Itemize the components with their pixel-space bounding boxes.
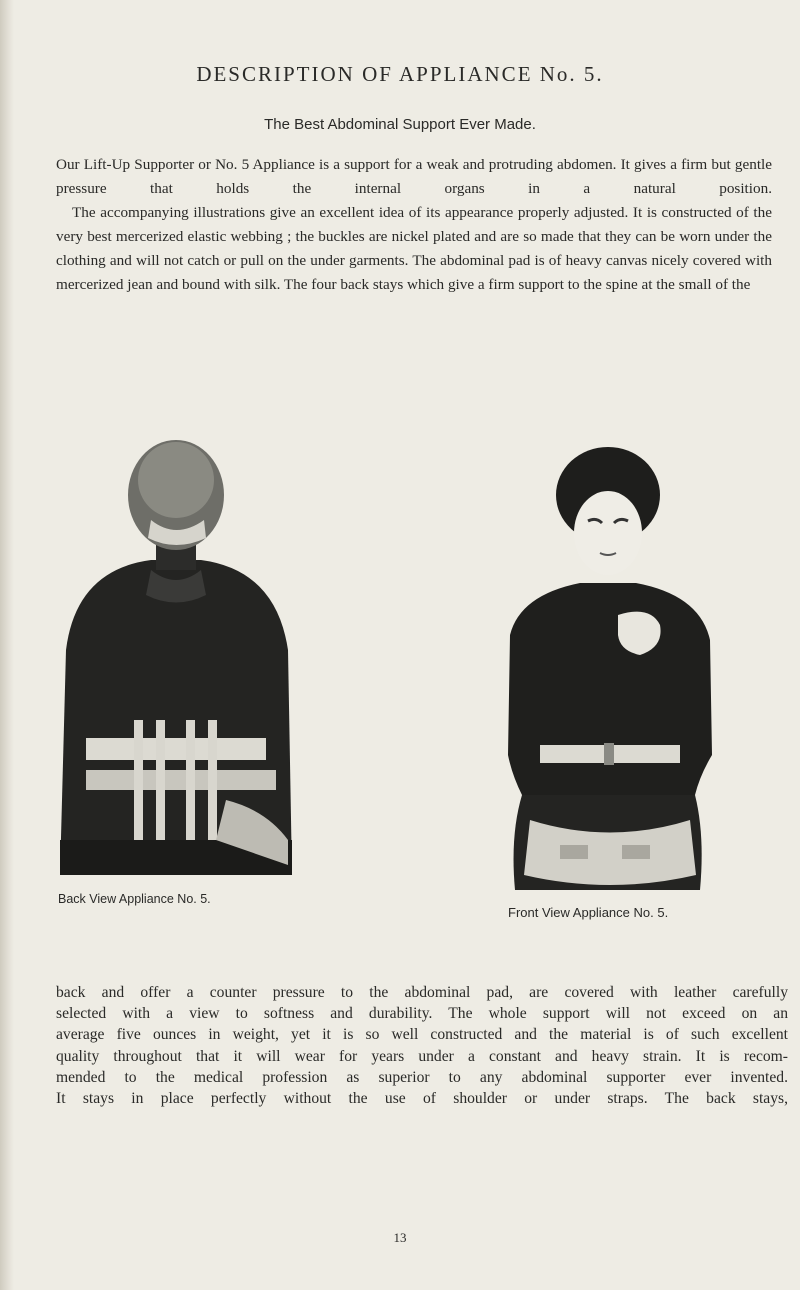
- paragraph-continuation: [56, 982, 788, 1109]
- text-line: back and offer a counter pressure to the abdominal pad, are covered with leather carefully: [56, 984, 788, 1001]
- text-line: mended to the medical profession as superior to any abdominal supporter ever invented.: [56, 1068, 788, 1086]
- text-line: It stays in place perfectly without the use of shoulder or under straps. The back stays,: [56, 1090, 788, 1108]
- back-view-image: [56, 420, 296, 880]
- back-view-caption: Back View Appliance No. 5.: [58, 892, 211, 906]
- text-line: average five ounces in weight, yet it is so well constructed and the material is of such excellent: [56, 1026, 788, 1044]
- page-heading: DESCRIPTION OF APPLIANCE No. 5.: [196, 62, 604, 86]
- text-line: quality throughout that it will wear for years under a constant and heavy strain. It is recom-: [56, 1047, 788, 1065]
- back-view-illustration: [56, 420, 296, 880]
- paragraph-construction: The accompanying illustrations give an excellent idea of its appearance properly adjusted. It is constructed of the very best mercerized elastic webbing ; the buckles are nickel plated and are so made that they can be worn under the clothing and will not catch or pull on the under garments. The abdominal pad is of heavy canvas nicely covered with mercerized jean and bound with silk. The four back stays which give a firm support to the spine at the small of the: [56, 204, 772, 293]
- page-subheading: The Best Abdominal Support Ever Made.: [264, 116, 536, 133]
- page-number: 13: [393, 1230, 407, 1245]
- paragraph-intro: Our Lift-Up Supporter or No. 5 Appliance is a support for a weak and protruding abdomen. It gives a firm but gentle pressure that holds the internal organs in a natural position.: [56, 156, 772, 197]
- front-view-illustration: [500, 425, 720, 885]
- page-edge: [0, 0, 14, 1290]
- front-view-image: [500, 425, 720, 895]
- front-view-caption: Front View Appliance No. 5.: [508, 905, 669, 920]
- text-line: selected with a view to softness and durability. The whole support will not exceed on an: [56, 1005, 788, 1023]
